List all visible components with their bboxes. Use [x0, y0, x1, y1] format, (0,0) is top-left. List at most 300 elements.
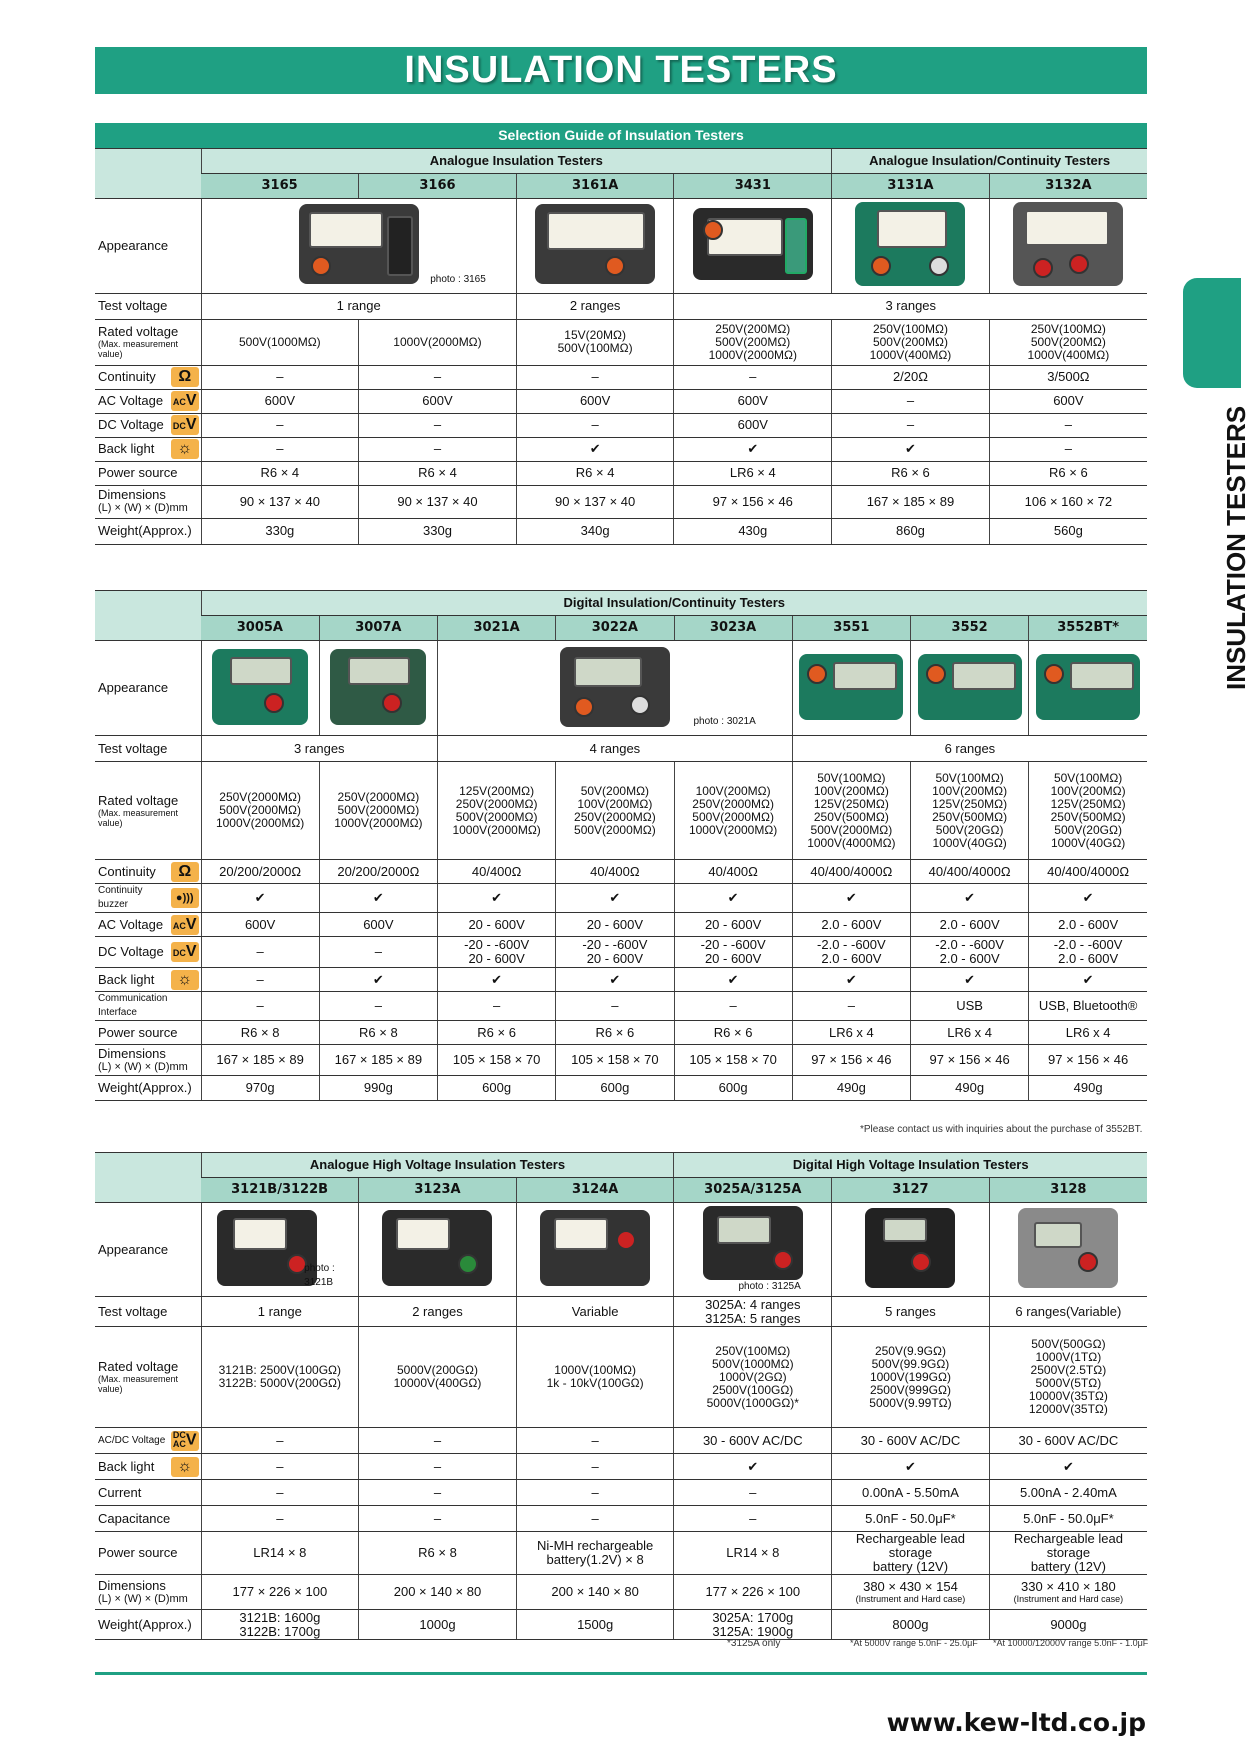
- cell: 4 ranges: [438, 736, 793, 762]
- cell: –: [201, 992, 319, 1021]
- row-label: Test voltage: [95, 736, 201, 762]
- spec-row: [95, 461, 1147, 485]
- header-blank: [95, 148, 201, 198]
- spec-row: [95, 437, 1147, 461]
- photo-note: photo : 3165: [430, 273, 486, 285]
- row-label: Appearance: [95, 198, 201, 293]
- spec-row: [95, 1610, 1147, 1640]
- footnote: *3125A only: [727, 1638, 781, 1649]
- cell: 5000V(200GΩ) 10000V(400GΩ): [359, 1327, 517, 1428]
- cell: R6 × 6: [556, 1021, 674, 1045]
- cell: ✔: [319, 968, 437, 992]
- row-label: Appearance: [95, 1203, 201, 1297]
- cell: Variable: [516, 1297, 674, 1327]
- cell: –: [359, 413, 517, 437]
- row-label: Back light: [95, 968, 169, 992]
- cell: –: [832, 413, 990, 437]
- cell: 3/500Ω: [989, 365, 1147, 389]
- cell: –: [516, 1480, 674, 1506]
- spec-row: [95, 762, 1147, 860]
- cell: –: [674, 1480, 832, 1506]
- cell: 250V(100MΩ) 500V(200MΩ) 1000V(400MΩ): [832, 319, 990, 365]
- spec-row: [95, 319, 1147, 365]
- spec-row: [95, 413, 1147, 437]
- spec-row: [95, 913, 1147, 937]
- row-label: [95, 1327, 201, 1428]
- cell: ✔: [832, 1454, 990, 1480]
- row-label: Test voltage: [95, 293, 201, 319]
- cell: LR6 × 4: [674, 461, 832, 485]
- spec-row: [95, 1297, 1147, 1327]
- cell: 1500g: [516, 1610, 674, 1640]
- spec-row: [95, 937, 1147, 968]
- model-name: 3021A: [438, 616, 556, 641]
- cell: 0.00nA - 5.50mA: [832, 1480, 990, 1506]
- cell: 600g: [674, 1076, 792, 1101]
- cell: 177 × 226 × 100: [201, 1575, 359, 1610]
- cell: –: [201, 1480, 359, 1506]
- cell: 1000V(100MΩ) 1k - 10kV(100GΩ): [516, 1327, 674, 1428]
- cell: –: [359, 1480, 517, 1506]
- model-name: 3007A: [319, 616, 437, 641]
- row-label: Appearance: [95, 641, 201, 736]
- spec-row: [95, 389, 1147, 413]
- cell: -2.0 - -600V 2.0 - 600V: [911, 937, 1029, 968]
- cell: –: [516, 1506, 674, 1532]
- row-label: Communication Interface: [95, 992, 201, 1021]
- cell: -20 - -600V 20 - 600V: [556, 937, 674, 968]
- row-label-text: Rated voltage: [98, 1359, 179, 1374]
- tester-image: [703, 1206, 803, 1280]
- cell: 30 - 600V AC/DC: [989, 1428, 1147, 1454]
- cell: 3121B: 2500V(100GΩ) 3122B: 5000V(200GΩ): [201, 1327, 359, 1428]
- cell: 500V(500GΩ) 1000V(1TΩ) 2500V(2.5TΩ) 5000V(5TΩ) 10000V(35TΩ) 12000V(35TΩ): [989, 1327, 1147, 1428]
- table-title: Selection Guide of Insulation Testers: [95, 123, 1147, 148]
- cell: ✔: [792, 968, 910, 992]
- tester-image: [330, 649, 426, 725]
- cell: 600V: [201, 389, 359, 413]
- row-label: Current: [95, 1480, 201, 1506]
- cell: 600V: [674, 389, 832, 413]
- row-label-text: Rated voltage: [98, 792, 179, 808]
- product-photo: [319, 641, 437, 736]
- row-label: Power source: [95, 461, 201, 485]
- cell: 560g: [989, 518, 1147, 544]
- cell: –: [359, 1454, 517, 1480]
- side-tab: [1183, 278, 1241, 388]
- footnote: *Please contact us with inquiries about the purchase of 3552BT.: [860, 1124, 1143, 1135]
- row-label: [95, 1575, 201, 1610]
- ac-voltage-icon: ACV: [169, 913, 201, 937]
- cell: 3025A: 1700g 3125A: 1900g: [674, 1610, 832, 1640]
- product-photo: [1029, 641, 1147, 736]
- cell: 2.0 - 600V: [792, 913, 910, 937]
- cell: 97 × 156 × 46: [1029, 1045, 1147, 1076]
- row-label-text: Dimensions: [98, 487, 166, 502]
- cell: 380 × 430 × 154 (Instrument and Hard case): [832, 1575, 990, 1610]
- cell: 5.00nA - 2.40mA: [989, 1480, 1147, 1506]
- cell: 50V(200MΩ) 100V(200MΩ) 250V(2000MΩ) 500V(2000MΩ): [556, 762, 674, 860]
- cell: 3 ranges: [201, 736, 438, 762]
- row-label: Back light: [95, 437, 169, 461]
- group-header: Analogue Insulation Testers: [201, 148, 832, 173]
- cell: 20 - 600V: [438, 913, 556, 937]
- spec-row: [95, 736, 1147, 762]
- cell: 20/200/2000Ω: [319, 860, 437, 884]
- table-high-voltage: [95, 1152, 1147, 1640]
- cell: –: [201, 365, 359, 389]
- cell: –: [201, 937, 319, 968]
- cell: 330g: [201, 518, 359, 544]
- cell: -20 - -600V 20 - 600V: [438, 937, 556, 968]
- cell: 5 ranges: [832, 1297, 990, 1327]
- model-name: 3127: [832, 1178, 990, 1203]
- cell: 40/400Ω: [438, 860, 556, 884]
- cell: 105 × 158 × 70: [556, 1045, 674, 1076]
- cell: R6 × 6: [438, 1021, 556, 1045]
- header-blank: [95, 591, 201, 641]
- row-label: Continuity buzzer: [95, 884, 169, 913]
- cell: –: [201, 437, 359, 461]
- cell: LR6 x 4: [792, 1021, 910, 1045]
- model-name: 3431: [674, 173, 832, 198]
- model-name: 3025A/3125A: [674, 1178, 832, 1203]
- tester-image: [560, 647, 670, 727]
- spec-row: [95, 518, 1147, 544]
- cell: R6 × 4: [201, 461, 359, 485]
- cell: 3 ranges: [674, 293, 1147, 319]
- cell: ✔: [674, 437, 832, 461]
- cell: ✔: [911, 968, 1029, 992]
- cell: –: [319, 992, 437, 1021]
- tester-image: [918, 654, 1022, 720]
- row-label: Power source: [95, 1021, 201, 1045]
- row-label-sub: (L) × (W) × (D)mm: [98, 1060, 188, 1073]
- cell: 600g: [438, 1076, 556, 1101]
- product-photo: [674, 1203, 832, 1297]
- cell: 1 range: [201, 1297, 359, 1327]
- cell: 8000g: [832, 1610, 990, 1640]
- row-label: Back light: [95, 1454, 169, 1480]
- cell: 97 × 156 × 46: [792, 1045, 910, 1076]
- row-label: Continuity: [95, 860, 169, 884]
- spec-row: [95, 1327, 1147, 1428]
- cell: 40/400/4000Ω: [792, 860, 910, 884]
- product-photo: [201, 1203, 359, 1297]
- cell: 1000g: [359, 1610, 517, 1640]
- group-header: Analogue High Voltage Insulation Testers: [201, 1153, 674, 1178]
- model-name: 3551: [792, 616, 910, 641]
- cell: ✔: [438, 968, 556, 992]
- row-label: Weight(Approx.): [95, 1610, 201, 1640]
- cell: 50V(100MΩ) 100V(200MΩ) 125V(250MΩ) 250V(500MΩ) 500V(20GΩ) 1000V(40GΩ): [911, 762, 1029, 860]
- cell: 2 ranges: [516, 293, 674, 319]
- spec-row: [95, 1532, 1147, 1575]
- row-label: Weight(Approx.): [95, 518, 201, 544]
- tester-image: [799, 654, 903, 720]
- photo-note: photo : 3021A: [693, 716, 756, 727]
- cell: –: [359, 1428, 517, 1454]
- cell: LR14 × 8: [674, 1532, 832, 1575]
- dc-voltage-icon: DCV: [169, 413, 201, 437]
- table-digital-insulation: [95, 590, 1147, 1101]
- cell: 600g: [556, 1076, 674, 1101]
- cell: 600V: [319, 913, 437, 937]
- model-name: 3165: [201, 173, 359, 198]
- cell: 490g: [1029, 1076, 1147, 1101]
- cell: 330 × 410 × 180 (Instrument and Hard case): [989, 1575, 1147, 1610]
- row-label-sub: (L) × (W) × (D)mm: [98, 502, 188, 514]
- cell: –: [674, 1506, 832, 1532]
- cell: 490g: [792, 1076, 910, 1101]
- cell: 250V(2000MΩ) 500V(2000MΩ) 1000V(2000MΩ): [201, 762, 319, 860]
- product-photo: [832, 1203, 990, 1297]
- tester-image: [693, 208, 813, 280]
- spec-row: [95, 992, 1147, 1021]
- website-url: www.kew-ltd.co.jp: [886, 1708, 1146, 1737]
- spec-row: [95, 884, 1147, 913]
- footnote: *At 10000/12000V range 5.0nF - 1.0μF: [993, 1638, 1149, 1648]
- cell: 105 × 158 × 70: [438, 1045, 556, 1076]
- cell: 860g: [832, 518, 990, 544]
- model-name: 3022A: [556, 616, 674, 641]
- product-photo: [438, 641, 793, 736]
- row-label: AC Voltage: [95, 389, 169, 413]
- cell: 106 × 160 × 72: [989, 485, 1147, 518]
- cell: 2 ranges: [359, 1297, 517, 1327]
- group-header: Digital High Voltage Insulation Testers: [674, 1153, 1147, 1178]
- tester-image: [865, 1208, 955, 1288]
- cell: Rechargeable lead storage battery (12V): [832, 1532, 990, 1575]
- model-name: 3023A: [674, 616, 792, 641]
- cell: 600V: [359, 389, 517, 413]
- cell: –: [359, 437, 517, 461]
- cell: ✔: [556, 884, 674, 913]
- footnote: *At 5000V range 5.0nF - 25.0μF: [850, 1638, 978, 1648]
- cell: –: [516, 365, 674, 389]
- row-label: [95, 1045, 201, 1076]
- cell: –: [201, 413, 359, 437]
- tester-image: [855, 202, 965, 286]
- tester-image: [382, 1210, 492, 1286]
- model-name: 3131A: [832, 173, 990, 198]
- row-label-sub: (L) × (W) × (D)mm: [98, 1592, 188, 1605]
- row-label-text: Dimensions: [98, 1045, 166, 1061]
- cell: ✔: [516, 437, 674, 461]
- cell: 100V(200MΩ) 250V(2000MΩ) 500V(2000MΩ) 1000V(2000MΩ): [674, 762, 792, 860]
- cell: 430g: [674, 518, 832, 544]
- tester-image: [535, 204, 655, 284]
- spec-row: [95, 1506, 1147, 1532]
- ohm-icon: Ω: [169, 860, 201, 884]
- dc-voltage-icon: DCV: [169, 937, 201, 968]
- cell: ✔: [438, 884, 556, 913]
- tester-image: [540, 1210, 650, 1286]
- product-photo: [201, 198, 516, 293]
- cell: 6 ranges: [792, 736, 1147, 762]
- cell: –: [556, 992, 674, 1021]
- cell: 40/400Ω: [556, 860, 674, 884]
- model-name: 3121B/3122B: [201, 1178, 359, 1203]
- product-photo: [989, 1203, 1147, 1297]
- cell: 167 × 185 × 89: [832, 485, 990, 518]
- cell: 50V(100MΩ) 100V(200MΩ) 125V(250MΩ) 250V(500MΩ) 500V(20GΩ) 1000V(40GΩ): [1029, 762, 1147, 860]
- cell: –: [516, 1428, 674, 1454]
- cell: –: [201, 1506, 359, 1532]
- cell: ✔: [674, 968, 792, 992]
- product-photo: [359, 1203, 517, 1297]
- cell: 600V: [201, 913, 319, 937]
- cell: 500V(1000MΩ): [201, 319, 359, 365]
- cell: 90 × 137 × 40: [201, 485, 359, 518]
- row-label-text: Rated voltage: [98, 324, 179, 339]
- cell: –: [516, 413, 674, 437]
- model-name: 3166: [359, 173, 517, 198]
- row-label: AC/DC Voltage: [95, 1428, 169, 1454]
- cell: 330g: [359, 518, 517, 544]
- cell: –: [989, 437, 1147, 461]
- cell: 600V: [674, 413, 832, 437]
- cell: 40/400/4000Ω: [911, 860, 1029, 884]
- cell: 250V(100MΩ) 500V(1000MΩ) 1000V(2GΩ) 2500V(100GΩ) 5000V(1000GΩ)*: [674, 1327, 832, 1428]
- tester-image: [212, 649, 308, 725]
- page-title: INSULATION TESTERS: [95, 47, 1147, 94]
- cell: 167 × 185 × 89: [201, 1045, 319, 1076]
- cell: –: [674, 365, 832, 389]
- cell: –: [319, 937, 437, 968]
- row-label: DC Voltage: [95, 937, 169, 968]
- cell: 20 - 600V: [556, 913, 674, 937]
- cell: Ni-MH rechargeable battery(1.2V) × 8: [516, 1532, 674, 1575]
- spec-row: [95, 860, 1147, 884]
- cell: 177 × 226 × 100: [674, 1575, 832, 1610]
- cell: 250V(100MΩ) 500V(200MΩ) 1000V(400MΩ): [989, 319, 1147, 365]
- tester-image: [1018, 1208, 1118, 1288]
- cell: Rechargeable lead storage battery (12V): [989, 1532, 1147, 1575]
- model-name: 3005A: [201, 616, 319, 641]
- row-label: Power source: [95, 1532, 201, 1575]
- cell: ✔: [832, 437, 990, 461]
- model-name: 3124A: [516, 1178, 674, 1203]
- cell: 50V(100MΩ) 100V(200MΩ) 125V(250MΩ) 250V(500MΩ) 500V(2000MΩ) 1000V(4000MΩ): [792, 762, 910, 860]
- product-photo: [832, 198, 990, 293]
- cell: 990g: [319, 1076, 437, 1101]
- spec-row: [95, 1428, 1147, 1454]
- photo-note: photo : 3125A: [738, 1281, 801, 1292]
- cell: 970g: [201, 1076, 319, 1101]
- spec-row: [95, 1454, 1147, 1480]
- product-photo: [989, 198, 1147, 293]
- cell: 490g: [911, 1076, 1029, 1101]
- case-note: (Instrument and Hard case): [1013, 1593, 1124, 1604]
- cell: –: [201, 1454, 359, 1480]
- tester-image: [299, 204, 419, 284]
- cell: 200 × 140 × 80: [516, 1575, 674, 1610]
- backlight-icon: ☼: [169, 968, 201, 992]
- cell: 167 × 185 × 89: [319, 1045, 437, 1076]
- cell: 250V(2000MΩ) 500V(2000MΩ) 1000V(2000MΩ): [319, 762, 437, 860]
- cell: 40/400/4000Ω: [1029, 860, 1147, 884]
- footer-divider: [95, 1672, 1147, 1675]
- spec-row: [95, 365, 1147, 389]
- model-row: [95, 173, 1147, 198]
- row-label: [95, 319, 201, 365]
- cell: R6 × 8: [201, 1021, 319, 1045]
- model-name: 3123A: [359, 1178, 517, 1203]
- backlight-icon: ☼: [169, 437, 201, 461]
- cell: ✔: [989, 1454, 1147, 1480]
- cell: –: [359, 365, 517, 389]
- cell: 105 × 158 × 70: [674, 1045, 792, 1076]
- tester-image: [217, 1210, 317, 1286]
- cell: 2.0 - 600V: [1029, 913, 1147, 937]
- row-label: [95, 485, 201, 518]
- group-header: Digital Insulation/Continuity Testers: [201, 591, 1147, 616]
- cell: –: [832, 389, 990, 413]
- row-label: AC Voltage: [95, 913, 169, 937]
- row-label-sub: (Max. measurement value): [98, 807, 179, 828]
- cell: 250V(9.9GΩ) 500V(99.9GΩ) 1000V(199GΩ) 2500V(999GΩ) 5000V(9.99TΩ): [832, 1327, 990, 1428]
- ohm-icon: Ω: [169, 365, 201, 389]
- cell: 2/20Ω: [832, 365, 990, 389]
- cell: –: [792, 992, 910, 1021]
- spec-row: [95, 968, 1147, 992]
- cell: ✔: [201, 884, 319, 913]
- row-label-text: Dimensions: [98, 1577, 166, 1593]
- cell: 1 range: [201, 293, 516, 319]
- cell: –: [201, 968, 319, 992]
- cell: 20 - 600V: [674, 913, 792, 937]
- row-label: Test voltage: [95, 1297, 201, 1327]
- model-name: 3132A: [989, 173, 1147, 198]
- cell: ✔: [1029, 884, 1147, 913]
- model-name: 3161A: [516, 173, 674, 198]
- cell: ✔: [319, 884, 437, 913]
- cell: 9000g: [989, 1610, 1147, 1640]
- cell: ✔: [1029, 968, 1147, 992]
- product-photo: [674, 198, 832, 293]
- appearance-row: [95, 198, 1147, 293]
- cell: USB: [911, 992, 1029, 1021]
- cell: LR6 x 4: [1029, 1021, 1147, 1045]
- cell: R6 × 8: [359, 1532, 517, 1575]
- ac-dc-voltage-icon: DC ACV: [169, 1428, 201, 1454]
- cell: -20 - -600V 20 - 600V: [674, 937, 792, 968]
- row-label: Weight(Approx.): [95, 1076, 201, 1101]
- cell: 30 - 600V AC/DC: [674, 1428, 832, 1454]
- table-analogue-insulation: [95, 123, 1147, 545]
- cell: 6 ranges(Variable): [989, 1297, 1147, 1327]
- row-label: DC Voltage: [95, 413, 169, 437]
- header-blank: [95, 1153, 201, 1203]
- cell: R6 × 4: [516, 461, 674, 485]
- row-label: Capacitance: [95, 1506, 201, 1532]
- model-name: 3128: [989, 1178, 1147, 1203]
- cell: 125V(200MΩ) 250V(2000MΩ) 500V(2000MΩ) 1000V(2000MΩ): [438, 762, 556, 860]
- cell: –: [438, 992, 556, 1021]
- group-header: Analogue Insulation/Continuity Testers: [832, 148, 1147, 173]
- side-label: INSULATION TESTERS: [1221, 405, 1251, 690]
- cell: USB, Bluetooth®: [1029, 992, 1147, 1021]
- cell: 5.0nF - 50.0μF*: [989, 1506, 1147, 1532]
- cell: LR14 × 8: [201, 1532, 359, 1575]
- cell: 3121B: 1600g 3122B: 1700g: [201, 1610, 359, 1640]
- cell: R6 × 6: [674, 1021, 792, 1045]
- tester-image: [1013, 202, 1123, 286]
- cell: –: [201, 1428, 359, 1454]
- product-photo: [516, 1203, 674, 1297]
- cell: 250V(200MΩ) 500V(200MΩ) 1000V(2000MΩ): [674, 319, 832, 365]
